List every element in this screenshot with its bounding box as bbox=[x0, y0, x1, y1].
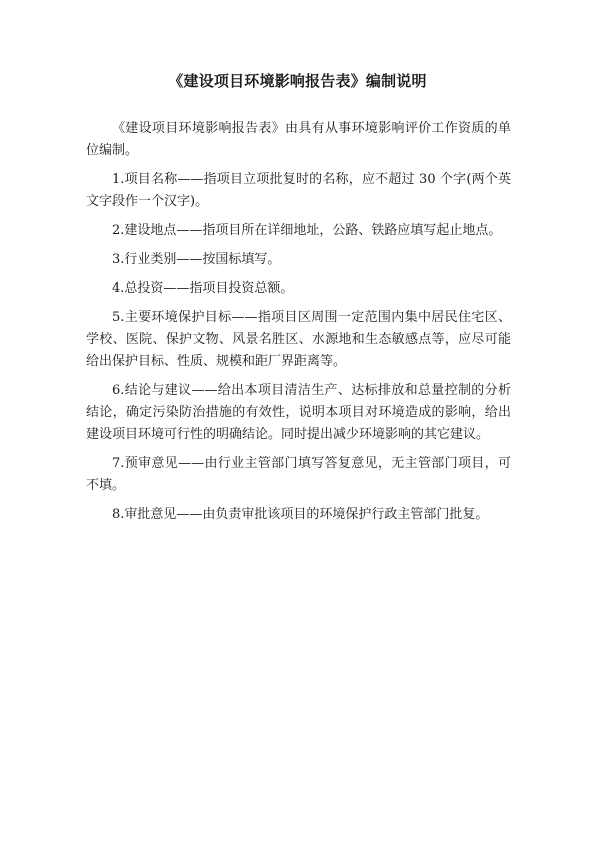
paragraph-intro: 《建设项目环境影响报告表》由具有从事环境影响评价工作资质的单位编制。 bbox=[86, 121, 511, 158]
paragraph-total-investment: 4.总投资——指项目投资总额。 bbox=[112, 281, 294, 296]
paragraph-approval-opinion: 8.审批意见——由负责审批该项目的环境保护行政主管部门批复。 bbox=[112, 507, 489, 522]
paragraph-industry-category: 3.行业类别——按国标填写。 bbox=[112, 252, 281, 267]
document-body bbox=[86, 118, 511, 533]
paragraph-conclusions: 6.结论与建议——给出本项目清洁生产、达标排放和总量控制的分析结论，确定污染防治措施的有效性，说明本项目对环境造成的影响，给出建设项目环境可行性的明确结论。同时提出减少环境影响的其它建议。 bbox=[86, 383, 511, 442]
paragraph-construction-site: 2.建设地点——指项目所在详细地址，公路、铁路应填写起止地点。 bbox=[112, 223, 502, 238]
document-title: 《建设项目环境影响报告表》编制说明 bbox=[168, 72, 427, 90]
paragraph-protection-targets: 5.主要环境保护目标——指项目区周围一定范围内集中居民住宅区、学校、医院、保护文物、风景名胜区、水源地和生态敏感点等，应尽可能给出保护目标、性质、规模和距厂界距离等。 bbox=[86, 310, 511, 369]
paragraph-project-name: 1.项目名称——指项目立项批复时的名称，应不超过 30 个字(两个英文字段作一个汉字)。 bbox=[86, 172, 511, 209]
paragraph-preliminary-review: 7.预审意见——由行业主管部门填写答复意见，无主管部门项目，可不填。 bbox=[86, 456, 511, 493]
